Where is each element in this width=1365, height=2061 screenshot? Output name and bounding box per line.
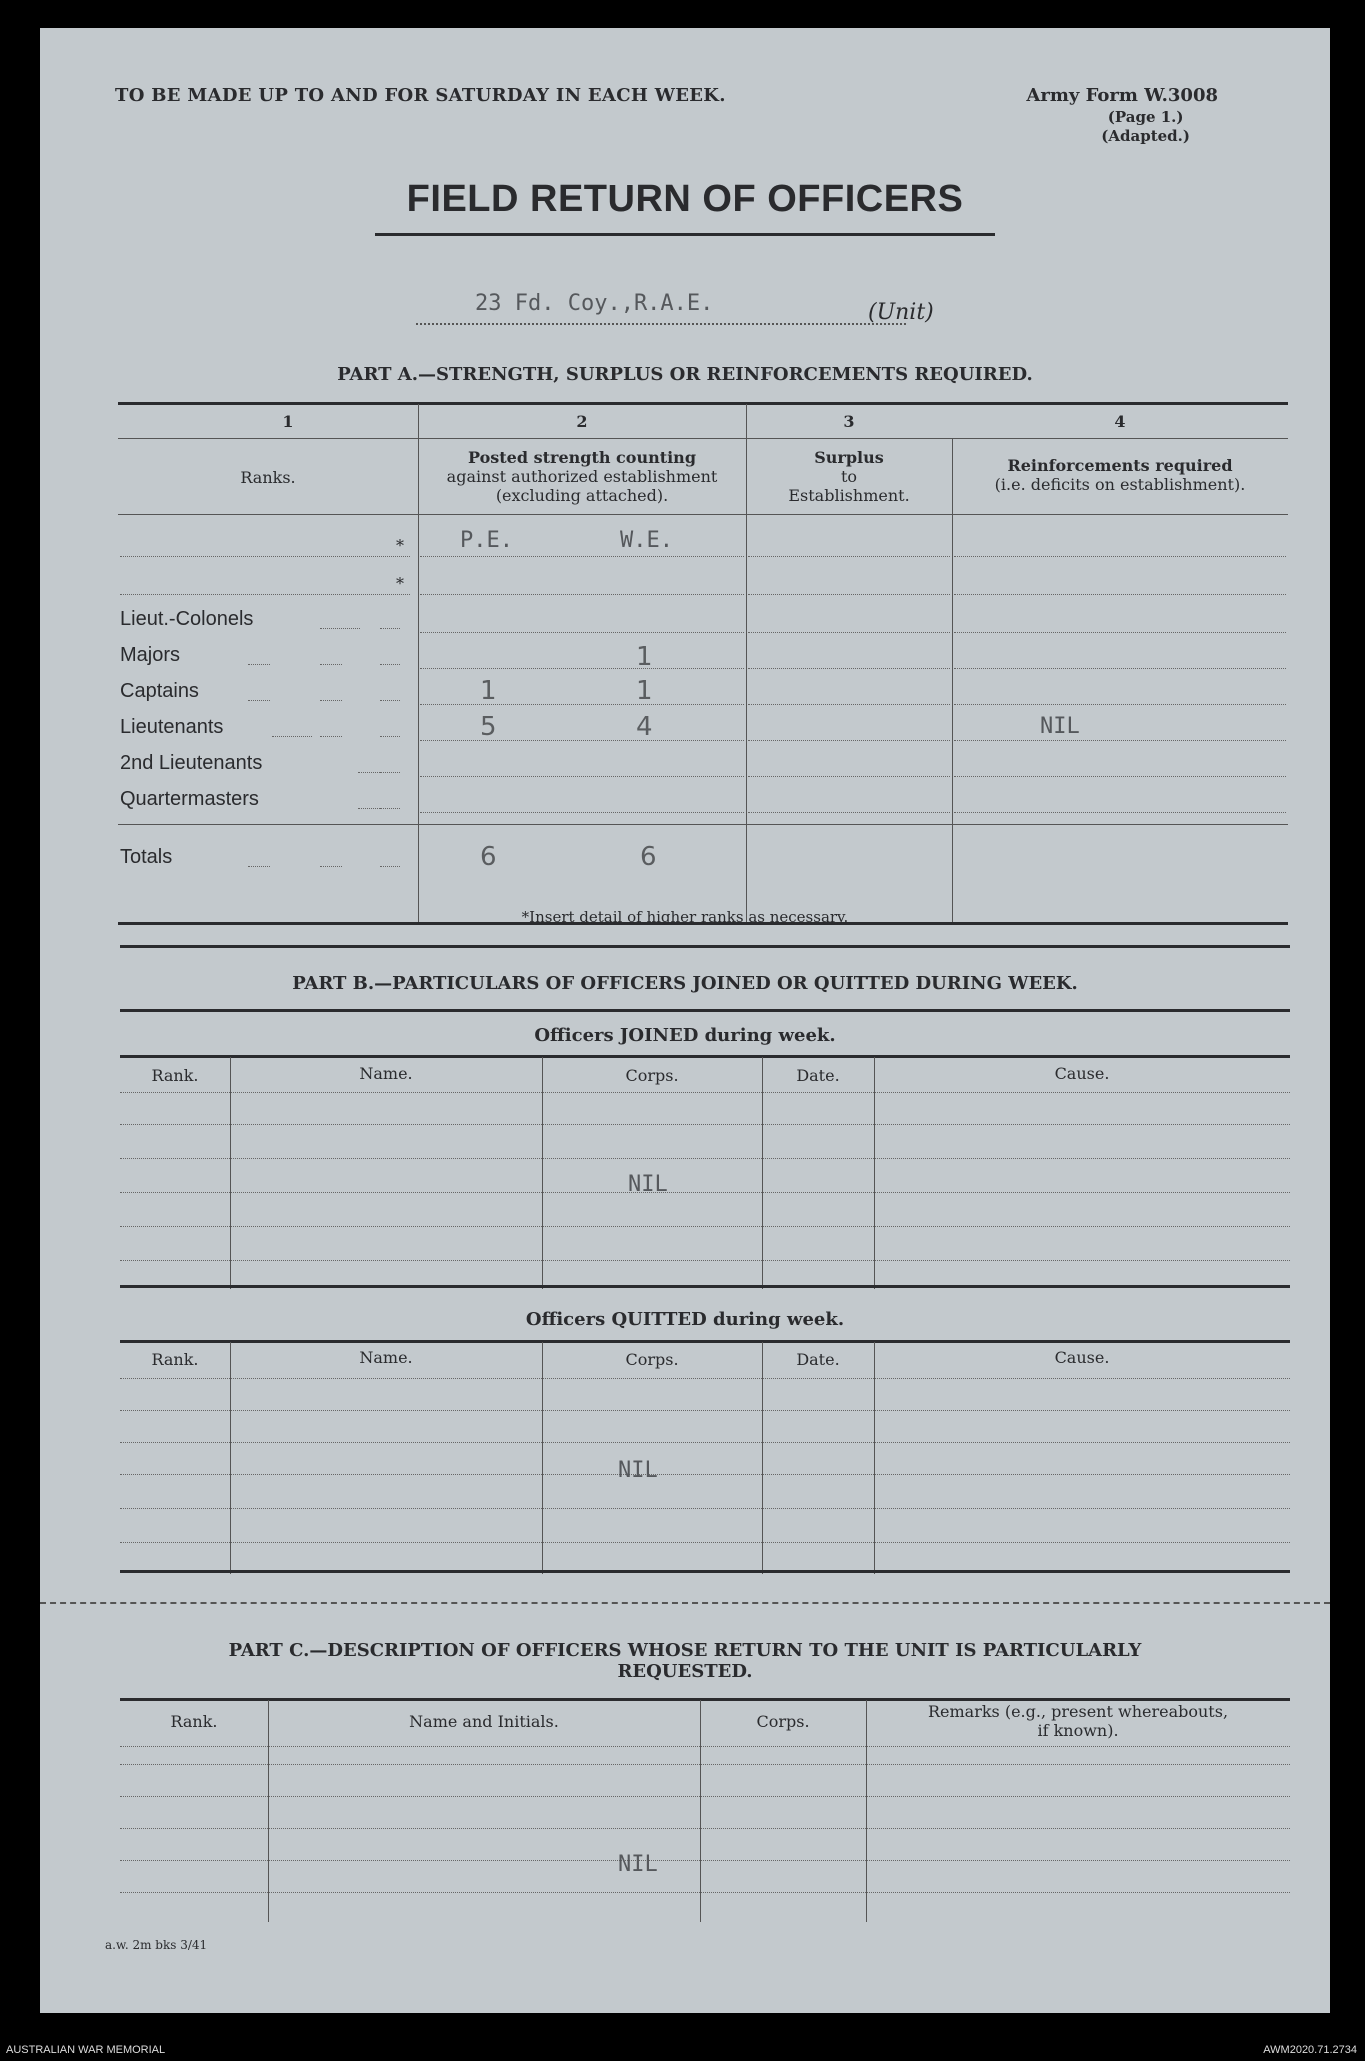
dotted-line xyxy=(748,812,950,813)
part-b-heading: PART B.—PARTICULARS OF OFFICERS JOINED OR QUITTED DURING WEEK. xyxy=(292,973,1078,994)
rule xyxy=(120,1055,1290,1058)
dotted-line xyxy=(120,1410,1290,1411)
col-divider xyxy=(542,1342,543,1574)
form-paper xyxy=(40,28,1330,2013)
leader-dots xyxy=(358,772,380,773)
page-title: FIELD RETURN OF OFFICERS xyxy=(406,178,964,220)
dotted-line xyxy=(748,740,950,741)
form-adapted: (Adapted.) xyxy=(1101,127,1190,145)
rule xyxy=(118,402,1288,405)
dotted-line xyxy=(120,1158,1290,1159)
rule xyxy=(120,1009,1290,1012)
quitted-col-date: Date. xyxy=(796,1350,840,1369)
rule xyxy=(118,514,1288,515)
rule xyxy=(120,1340,1290,1343)
leader-dots xyxy=(248,700,270,701)
dotted-line xyxy=(748,594,950,595)
col-divider xyxy=(762,1342,763,1574)
posted-line-2: against authorized establishment xyxy=(446,467,718,486)
rank-lieutenants: Lieutenants xyxy=(120,716,224,738)
sub-we: W.E. xyxy=(620,528,673,553)
credit-right: AWM2020.71.2734 xyxy=(1263,2044,1357,2056)
dotted-line xyxy=(120,1474,1290,1475)
remarks-line-2: if known). xyxy=(1037,1721,1119,1740)
dotted-line xyxy=(120,1192,1290,1193)
dotted-line xyxy=(420,556,744,557)
rule xyxy=(118,824,1288,825)
dotted-line xyxy=(954,812,1286,813)
joined-col-rank: Rank. xyxy=(151,1066,199,1085)
dotted-line xyxy=(120,1828,1290,1829)
col-divider xyxy=(700,1700,701,1922)
leader-dots xyxy=(272,736,312,737)
rule xyxy=(120,1570,1290,1573)
part-a-footnote: *Insert detail of higher ranks as necessary. xyxy=(521,908,849,926)
joined-title: Officers JOINED during week. xyxy=(534,1025,836,1046)
dotted-line xyxy=(420,668,744,669)
col-head-posted xyxy=(418,448,746,505)
dotted-line xyxy=(120,1764,1290,1765)
quitted-col-rank: Rank. xyxy=(151,1350,199,1369)
leader-dots xyxy=(380,772,400,773)
leader-dots xyxy=(380,700,400,701)
reinf-line-2: (i.e. deficits on establishment). xyxy=(994,475,1246,494)
dotted-line xyxy=(120,1796,1290,1797)
remarks-line-1: Remarks (e.g., present whereabouts, xyxy=(927,1702,1229,1721)
col-number-2: 2 xyxy=(576,412,588,431)
dotted-line xyxy=(420,812,744,813)
surplus-line-1: Surplus xyxy=(814,448,884,467)
dotted-line xyxy=(120,594,410,595)
leader-dots xyxy=(380,736,400,737)
col-divider xyxy=(268,1700,269,1922)
dotted-line xyxy=(420,704,744,705)
col-head-ranks: Ranks. xyxy=(240,468,296,487)
dotted-line xyxy=(120,1508,1290,1509)
totals-pe-value: 6 xyxy=(480,842,497,872)
rule xyxy=(120,945,1290,948)
joined-col-corps: Corps. xyxy=(625,1066,679,1085)
col-divider xyxy=(230,1342,231,1574)
perforation-line xyxy=(40,1602,1330,1604)
credit-left: AUSTRALIAN WAR MEMORIAL xyxy=(6,2044,166,2056)
dotted-line xyxy=(954,740,1286,741)
dotted-line xyxy=(954,632,1286,633)
col-number-3: 3 xyxy=(843,412,855,431)
part-c-heading xyxy=(40,1640,1330,1682)
col-divider xyxy=(866,1700,867,1922)
quitted-value: NIL xyxy=(618,1458,658,1483)
star-marker: * xyxy=(396,536,404,555)
part-c-value: NIL xyxy=(618,1852,658,1877)
dotted-line xyxy=(120,1892,1290,1893)
form-page: (Page 1.) xyxy=(1107,108,1184,126)
unit-label: (Unit) xyxy=(868,300,934,325)
dotted-line xyxy=(420,776,744,777)
leader-dots xyxy=(320,736,342,737)
quitted-col-name: Name. xyxy=(359,1348,413,1367)
part-c-heading-line-2: REQUESTED. xyxy=(617,1661,753,1682)
lieutenants-we-value: 4 xyxy=(636,712,653,742)
dotted-line xyxy=(954,776,1286,777)
captains-we-value: 1 xyxy=(636,676,653,706)
dotted-line xyxy=(748,556,950,557)
dotted-line xyxy=(748,704,950,705)
leader-dots xyxy=(320,628,360,629)
dotted-line xyxy=(120,1226,1290,1227)
leader-dots xyxy=(248,664,270,665)
dotted-line xyxy=(748,632,950,633)
surplus-line-2: to xyxy=(840,467,858,486)
part-c-heading-line-1: PART C.—DESCRIPTION OF OFFICERS WHOSE RETURN TO THE UNIT IS PARTICULARLY xyxy=(228,1640,1142,1661)
dotted-line xyxy=(748,668,950,669)
leader-dots xyxy=(320,664,342,665)
title-underline xyxy=(375,233,995,236)
dotted-line xyxy=(120,556,410,557)
form-number: Army Form W.3008 xyxy=(1026,85,1218,106)
joined-value: NIL xyxy=(628,1172,668,1197)
instruction-text: TO BE MADE UP TO AND FOR SATURDAY IN EACH WEEK. xyxy=(115,85,726,106)
part-c-col-corps: Corps. xyxy=(756,1712,810,1731)
totals-we-value: 6 xyxy=(640,842,657,872)
col-number-1: 1 xyxy=(282,412,294,431)
rank-captains: Captains xyxy=(120,680,199,702)
rank-2nd-lieutenants: 2nd Lieutenants xyxy=(120,752,263,774)
dotted-line xyxy=(954,556,1286,557)
col-head-surplus xyxy=(746,448,952,505)
reinforcements-value: NIL xyxy=(1040,714,1080,739)
col-number-4: 4 xyxy=(1114,412,1126,431)
dotted-line xyxy=(120,1860,1290,1861)
dotted-line xyxy=(420,594,744,595)
leader-dots xyxy=(380,628,400,629)
dotted-line xyxy=(120,1092,1290,1093)
leader-dots xyxy=(380,866,400,867)
joined-col-cause: Cause. xyxy=(1054,1064,1110,1083)
dotted-line xyxy=(120,1260,1290,1261)
dotted-line xyxy=(954,668,1286,669)
col-head-reinforcements xyxy=(952,456,1288,494)
rank-lieut-colonels: Lieut.-Colonels xyxy=(120,608,254,630)
dotted-line xyxy=(954,594,1286,595)
totals-label: Totals xyxy=(120,846,173,868)
quitted-col-corps: Corps. xyxy=(625,1350,679,1369)
leader-dots xyxy=(248,866,270,867)
star-marker: * xyxy=(396,574,404,593)
dotted-line xyxy=(954,704,1286,705)
rule xyxy=(120,1285,1290,1288)
part-c-col-remarks xyxy=(866,1702,1290,1740)
reinf-line-1: Reinforcements required xyxy=(1007,456,1233,475)
sub-pe: P.E. xyxy=(460,528,513,553)
dotted-line xyxy=(120,1542,1290,1543)
lieutenants-pe-value: 5 xyxy=(480,712,497,742)
rule xyxy=(120,1698,1290,1701)
quitted-title: Officers QUITTED during week. xyxy=(525,1309,845,1330)
dotted-line xyxy=(120,1378,1290,1379)
leader-dots xyxy=(320,700,342,701)
rule xyxy=(118,438,1288,439)
dotted-line xyxy=(420,632,744,633)
posted-line-1: Posted strength counting xyxy=(468,448,696,467)
form-page-info xyxy=(1101,108,1190,146)
captains-pe-value: 1 xyxy=(480,676,497,706)
unit-value: 23 Fd. Coy.,R.A.E. xyxy=(475,291,714,316)
majors-we-value: 1 xyxy=(636,642,653,672)
rank-majors: Majors xyxy=(120,644,181,666)
part-c-col-name: Name and Initials. xyxy=(409,1712,559,1731)
posted-line-3: (excluding attached). xyxy=(495,486,669,505)
dotted-line xyxy=(748,776,950,777)
part-a-heading: PART A.—STRENGTH, SURPLUS OR REINFORCEMENTS REQUIRED. xyxy=(337,364,1033,385)
dotted-line xyxy=(420,740,744,741)
leader-dots xyxy=(380,664,400,665)
col-divider xyxy=(952,438,953,922)
dotted-line xyxy=(120,1442,1290,1443)
rank-quartermasters: Quartermasters xyxy=(120,788,259,810)
leader-dots xyxy=(320,866,342,867)
joined-col-date: Date. xyxy=(796,1066,840,1085)
leader-dots xyxy=(358,808,380,809)
leader-dots xyxy=(380,808,400,809)
dotted-line xyxy=(120,1746,1290,1747)
dotted-line xyxy=(120,1124,1290,1125)
quitted-col-cause: Cause. xyxy=(1054,1348,1110,1367)
print-code: a.w. 2m bks 3/41 xyxy=(105,1938,208,1952)
joined-col-name: Name. xyxy=(359,1064,413,1083)
part-c-col-rank: Rank. xyxy=(170,1712,218,1731)
surplus-line-3: Establishment. xyxy=(788,486,910,505)
unit-dotted-line xyxy=(416,323,906,325)
col-divider xyxy=(874,1342,875,1574)
